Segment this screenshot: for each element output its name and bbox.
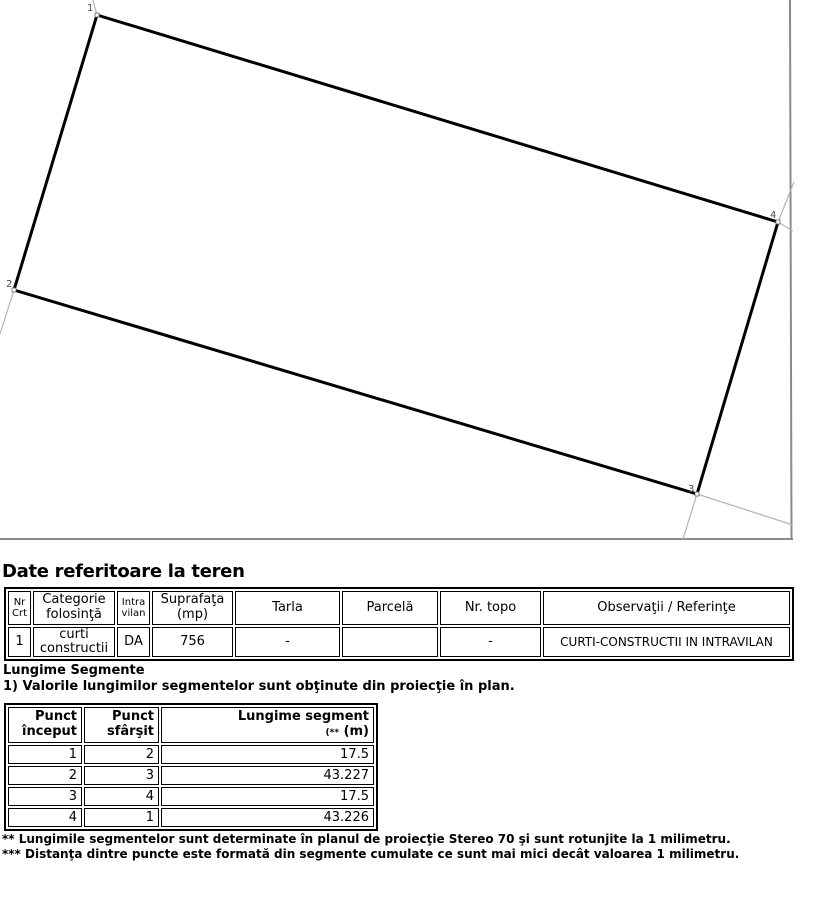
cell-suprafata: 756 [152, 627, 233, 657]
col-header-lungime-segment [161, 707, 374, 743]
parcel-boundary [14, 15, 778, 494]
segment-row [8, 787, 374, 806]
col-header-suprafata: Suprafaţa (mp) [152, 591, 233, 625]
point-label-4: 4 [770, 210, 777, 221]
vertex-3 [695, 492, 699, 496]
footnote-stereo70: ** Lungimile segmentelor sunt determinate în planul de proiecţie Stereo 70 şi sunt rotunjite la 1 milimetru. [2, 832, 731, 846]
point-label-3: 3 [688, 484, 695, 495]
teren-header-row [8, 591, 790, 625]
col-header-punct-inceput: Punct început [8, 707, 82, 743]
cell-length: 43.227 [161, 766, 374, 785]
cell-length: 17.5 [161, 787, 374, 806]
cell-start: 1 [8, 745, 82, 764]
vertex-2 [12, 288, 16, 292]
cell-parcela [342, 627, 438, 657]
segments-header-row [8, 707, 374, 743]
vertex-4 [776, 220, 780, 224]
cell-observatii: CURTI-CONSTRUCTII IN INTRAVILAN [543, 627, 790, 657]
segments-section-title: Lungime Segmente [3, 663, 145, 678]
cell-length: 17.5 [161, 745, 374, 764]
cell-intravilan: DA [117, 627, 150, 657]
extension-line-p3-down [683, 494, 697, 539]
col-header-parcela: Parcelă [342, 591, 438, 625]
cell-nr-crt: 1 [8, 627, 31, 657]
lungime-segment-unit-line [165, 725, 369, 740]
col-header-nr-topo: Nr. topo [440, 591, 541, 625]
cell-start: 2 [8, 766, 82, 785]
cell-start: 3 [8, 787, 82, 806]
lungime-segment-label: Lungime segment [237, 709, 369, 725]
segments-table [4, 703, 378, 831]
col-header-observatii: Observaţii / Referinţe [543, 591, 790, 625]
cell-end: 2 [84, 745, 159, 764]
col-header-intravilan: Intra vilan [117, 591, 150, 625]
col-header-punct-sfarsit: Punct sfârşit [84, 707, 159, 743]
col-header-tarla: Tarla [235, 591, 340, 625]
extension-line-p2 [0, 290, 14, 334]
map-border-right [790, 0, 792, 540]
teren-data-row [8, 627, 790, 657]
point-label-2: 2 [6, 279, 13, 290]
footnote-distanta: *** Distanţa dintre puncte este formată din segmente cumulate ce sunt mai mici decât valoarea 1 milimetru. [2, 847, 740, 861]
segment-row [8, 745, 374, 764]
cell-length: 43.226 [161, 808, 374, 827]
col-header-categorie: Categorie folosinţă [33, 591, 115, 625]
extension-line-p3-right [697, 494, 793, 525]
cell-tarla: - [235, 627, 340, 657]
col-header-nr-crt: Nr Crt [8, 591, 31, 625]
cell-end: 4 [84, 787, 159, 806]
vertex-1 [95, 13, 99, 17]
segment-row [8, 766, 374, 785]
point-label-1: 1 [87, 3, 94, 14]
teren-section-title: Date referitoare la teren [2, 561, 245, 582]
unit-label: (m) [343, 724, 369, 739]
segments-note: 1) Valorile lungimilor segmentelor sunt obţinute din proiecţie în plan. [3, 679, 515, 694]
cell-end: 1 [84, 808, 159, 827]
cell-start: 4 [8, 808, 82, 827]
segment-row [8, 808, 374, 827]
cell-categorie: curti constructii [33, 627, 115, 657]
cell-nr-topo: - [440, 627, 541, 657]
teren-table [4, 587, 794, 661]
footnote-marker: (** [325, 728, 340, 738]
cell-end: 3 [84, 766, 159, 785]
